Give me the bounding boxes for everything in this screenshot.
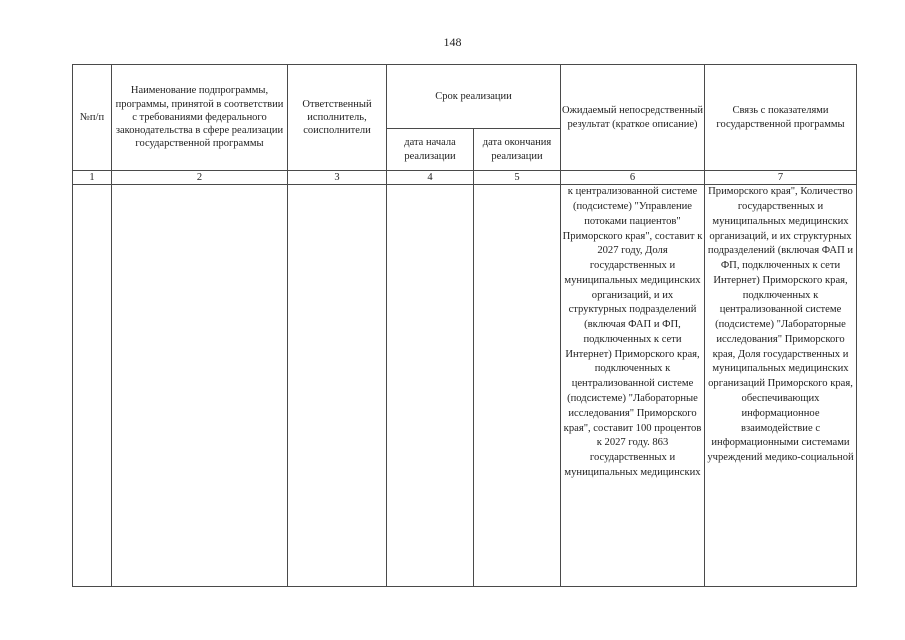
header-row-1 [73,65,857,129]
header-result: Ожидаемый непосредственный результат (краткое описание) [561,65,705,171]
column-number: 2 [112,171,288,185]
row-start-cell [387,185,474,587]
row-name-cell [112,185,288,587]
column-number: 5 [474,171,561,185]
header-name: Наименование подпрограммы, программы, принятой в соответствии с требованиями федерального законодательства в сфере реализации государственной программы [112,65,288,171]
row-result-cell [561,185,705,587]
column-number: 4 [387,171,474,185]
header-period: Срок реализации [387,65,561,129]
header-link: Связь с показателями государственной программы [705,65,857,171]
row-end-cell [474,185,561,587]
header-end-date: дата окончания реализации [474,129,561,171]
column-number: 3 [288,171,387,185]
header-responsible: Ответственный исполнитель, соисполнители [288,65,387,171]
page-number: 148 [443,35,462,49]
column-number: 7 [705,171,857,185]
link-text: Приморского края", Количество государственных и муниципальных медицинских организаций, и их структурных подразделений (включая ФАП и ФП, подключенных к сети Интернет) Приморского края, подключенных к централизованной системе (подсистеме) "Лабораторные исследования" Приморского края, Доля государственных и муниципальных медицинских организаций Приморского края, обеспечивающих информационное взаимодействие с информационными системами учреждений медико-социальной [707,186,854,464]
header-start-date: дата начала реализации [387,129,474,171]
column-number: 1 [73,171,112,185]
row-num-cell [73,185,112,587]
program-table [72,64,857,587]
header-num: №п/п [73,65,112,171]
row-link-cell [705,185,857,587]
column-number-row [73,171,857,185]
column-number: 6 [561,171,705,185]
result-text: к централизованной системе (подсистеме) "Управление потоками пациентов" Приморского края", составит к 2027 году, Доля государственных и муниципальных медицинских организаций, и их структурных подразделений (включая ФАП и ФП, подключенных к сети Интернет) Приморского края, подключенных к централизованной системе (подсистеме) "Лабораторные исследования" Приморского края", составит 100 процентов к 2027 году. 863 государственных и муниципальных медицинских [562,186,703,478]
table-row [73,185,857,587]
row-responsible-cell [288,185,387,587]
